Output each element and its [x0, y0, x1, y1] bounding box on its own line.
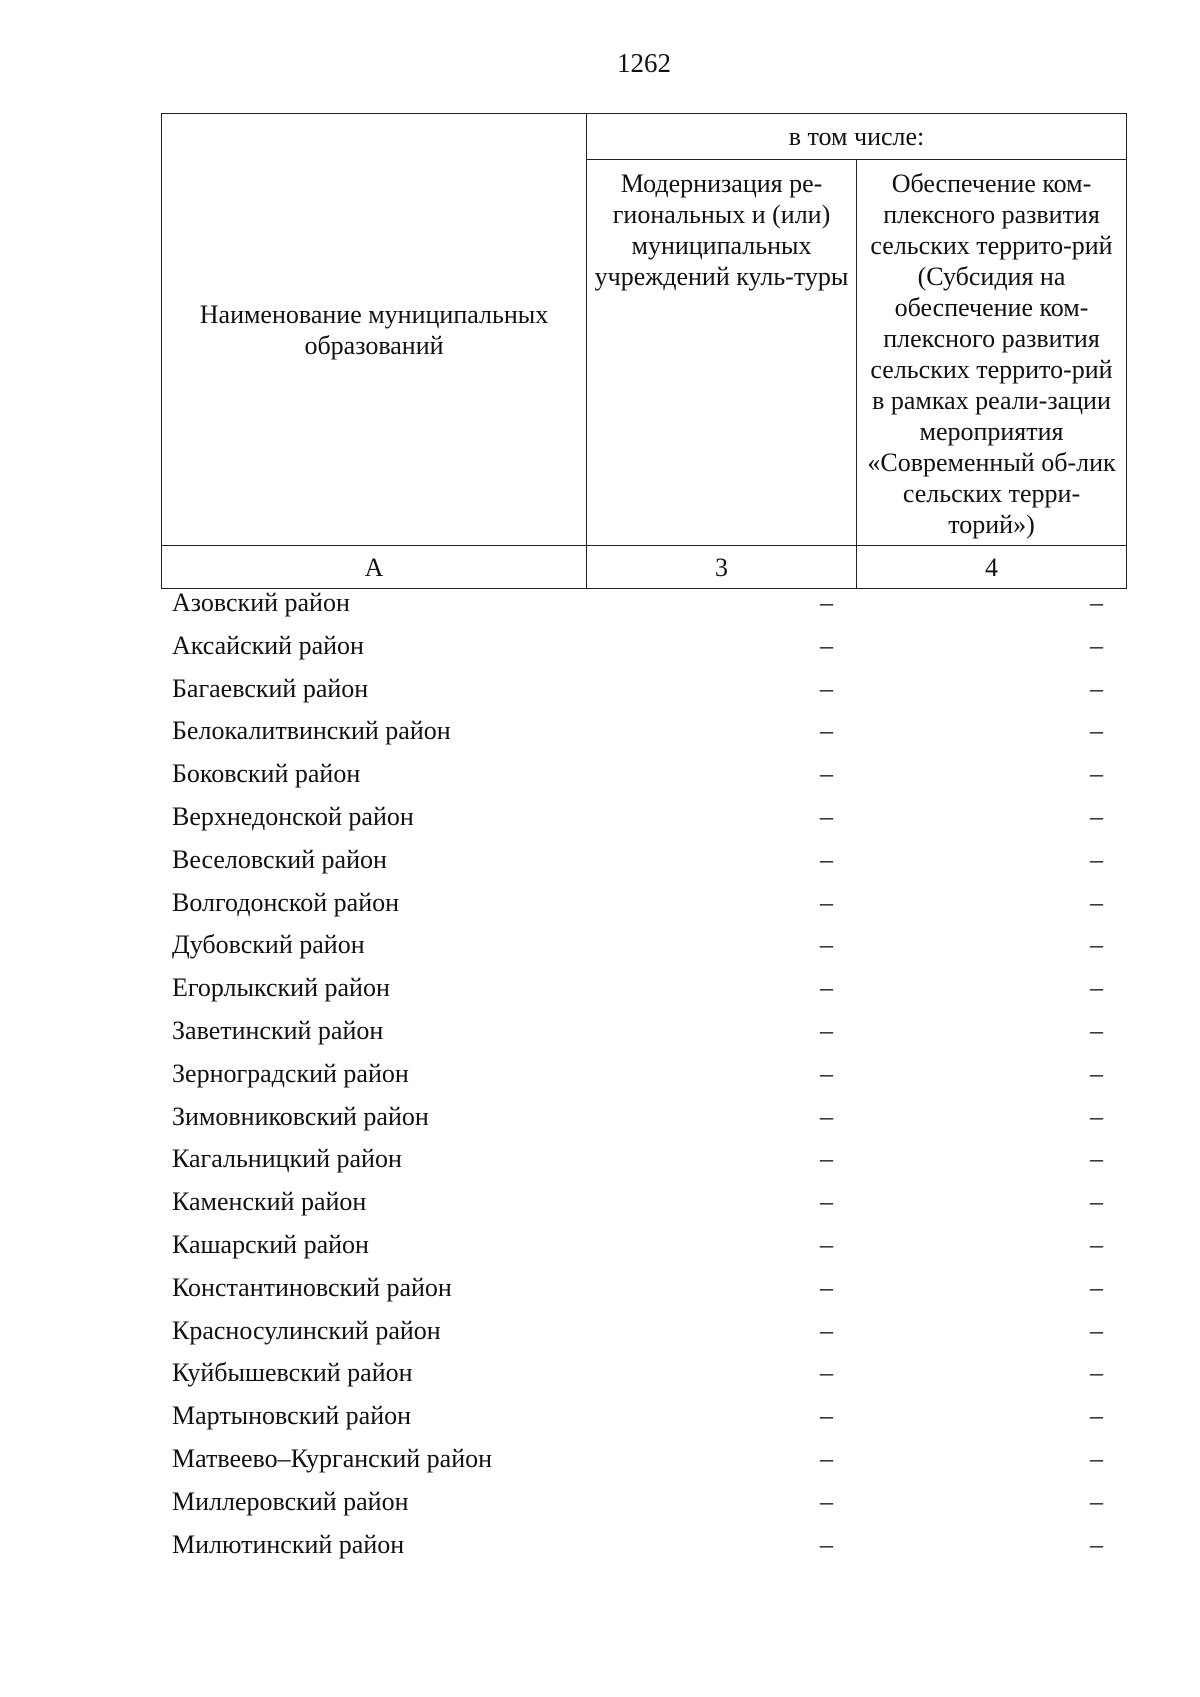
header-name-column: Наименование муниципальных образований [162, 114, 587, 546]
row-col3-value: – [820, 1144, 833, 1174]
row-col4-value: – [1090, 973, 1103, 1003]
header-col4: Обеспечение ком-плексного развития сельских террито-рий (Субсидия на обеспечение ком-плексного развития сельских террито-рий в рамках реали-зации мероприятия «Современный об-лик сельских терри-торий») [857, 160, 1127, 546]
index-cell-a: А [162, 546, 587, 589]
row-col3-value: – [820, 1486, 833, 1516]
row-name: Боковский район [172, 759, 361, 789]
row-col3-value: – [820, 1187, 833, 1217]
table-row [161, 1356, 1127, 1399]
row-col3-value: – [820, 1058, 833, 1088]
table-row [161, 1485, 1127, 1528]
row-name: Волгодонской район [172, 887, 400, 917]
table-row [161, 1442, 1127, 1485]
row-name: Миллеровский район [172, 1486, 409, 1516]
row-col4-value: – [1090, 1187, 1103, 1217]
row-col4-value: – [1090, 801, 1103, 831]
row-name: Верхнедонской район [172, 801, 414, 831]
row-name: Мартыновский район [172, 1401, 412, 1431]
table-row [161, 843, 1127, 886]
page-number: 1262 [617, 48, 671, 78]
row-col4-value: – [1090, 716, 1103, 746]
index-cell-4: 4 [857, 546, 1127, 589]
header-col3: Модернизация ре-гиональных и (или) муниципальных учреждений куль-туры [587, 160, 857, 546]
table-row [161, 1014, 1127, 1057]
row-name: Зимовниковский район [172, 1101, 429, 1131]
row-name: Каменский район [172, 1187, 367, 1217]
row-name: Белокалитвинский район [172, 716, 451, 746]
row-col3-value: – [820, 973, 833, 1003]
table-row [161, 672, 1127, 715]
row-col4-value: – [1090, 1229, 1103, 1259]
row-name: Багаевский район [172, 673, 369, 703]
row-col4-value: – [1090, 1529, 1103, 1559]
row-col4-value: – [1090, 844, 1103, 874]
table-header [161, 113, 1127, 589]
row-col4-value: – [1090, 630, 1103, 660]
table-row [161, 586, 1127, 629]
row-name: Аксайский район [172, 630, 364, 660]
table-row [161, 1314, 1127, 1357]
header-group-label: в том числе: [587, 114, 1127, 160]
table-row [161, 1271, 1127, 1314]
row-col3-value: – [820, 1401, 833, 1431]
row-name: Милютинский район [172, 1529, 405, 1559]
row-name: Константиновский район [172, 1272, 452, 1302]
row-col3-value: – [820, 1529, 833, 1559]
table-row [161, 714, 1127, 757]
row-col4-value: – [1090, 1015, 1103, 1045]
row-col4-value: – [1090, 1315, 1103, 1345]
row-name: Куйбышевский район [172, 1358, 413, 1388]
table-row [161, 800, 1127, 843]
row-col4-value: – [1090, 1358, 1103, 1388]
table-row [161, 886, 1127, 929]
table-body [161, 586, 1127, 1570]
row-col3-value: – [820, 1358, 833, 1388]
row-col4-value: – [1090, 1272, 1103, 1302]
row-name: Дубовский район [172, 930, 365, 960]
row-col3-value: – [820, 1272, 833, 1302]
row-col4-value: – [1090, 1058, 1103, 1088]
table-row [161, 1228, 1127, 1271]
row-col4-value: – [1090, 1486, 1103, 1516]
row-col3-value: – [820, 630, 833, 660]
row-col3-value: – [820, 1443, 833, 1473]
row-col4-value: – [1090, 588, 1103, 617]
row-col3-value: – [820, 588, 833, 617]
row-col3-value: – [820, 844, 833, 874]
index-cell-3: 3 [587, 546, 857, 589]
row-col4-value: – [1090, 1401, 1103, 1431]
row-col4-value: – [1090, 1101, 1103, 1131]
row-col3-value: – [820, 1015, 833, 1045]
row-col4-value: – [1090, 673, 1103, 703]
row-name: Кашарский район [172, 1229, 369, 1259]
row-col3-value: – [820, 801, 833, 831]
table-row [161, 757, 1127, 800]
row-col4-value: – [1090, 759, 1103, 789]
row-name: Красносулинский район [172, 1315, 441, 1345]
row-name: Зерноградский район [172, 1058, 409, 1088]
row-col3-value: – [820, 1315, 833, 1345]
table-row [161, 629, 1127, 672]
row-col3-value: – [820, 759, 833, 789]
table-row [161, 1399, 1127, 1442]
row-col4-value: – [1090, 887, 1103, 917]
row-col3-value: – [820, 673, 833, 703]
row-col4-value: – [1090, 930, 1103, 960]
row-name: Егорлыкский район [172, 973, 390, 1003]
row-col3-value: – [820, 887, 833, 917]
row-col4-value: – [1090, 1144, 1103, 1174]
table-row [161, 1057, 1127, 1100]
table-row [161, 1142, 1127, 1185]
row-col3-value: – [820, 716, 833, 746]
row-name: Кагальницкий район [172, 1144, 402, 1174]
table-row [161, 1185, 1127, 1228]
row-name: Матвеево–Курганский район [172, 1443, 493, 1473]
row-col3-value: – [820, 1101, 833, 1131]
row-name: Азовский район [172, 588, 350, 617]
row-name: Веселовский район [172, 844, 387, 874]
row-col3-value: – [820, 930, 833, 960]
row-name: Заветинский район [172, 1015, 384, 1045]
table-row [161, 1528, 1127, 1571]
table-row [161, 928, 1127, 971]
row-col4-value: – [1090, 1443, 1103, 1473]
table-row [161, 1100, 1127, 1143]
row-col3-value: – [820, 1229, 833, 1259]
table-row [161, 971, 1127, 1014]
